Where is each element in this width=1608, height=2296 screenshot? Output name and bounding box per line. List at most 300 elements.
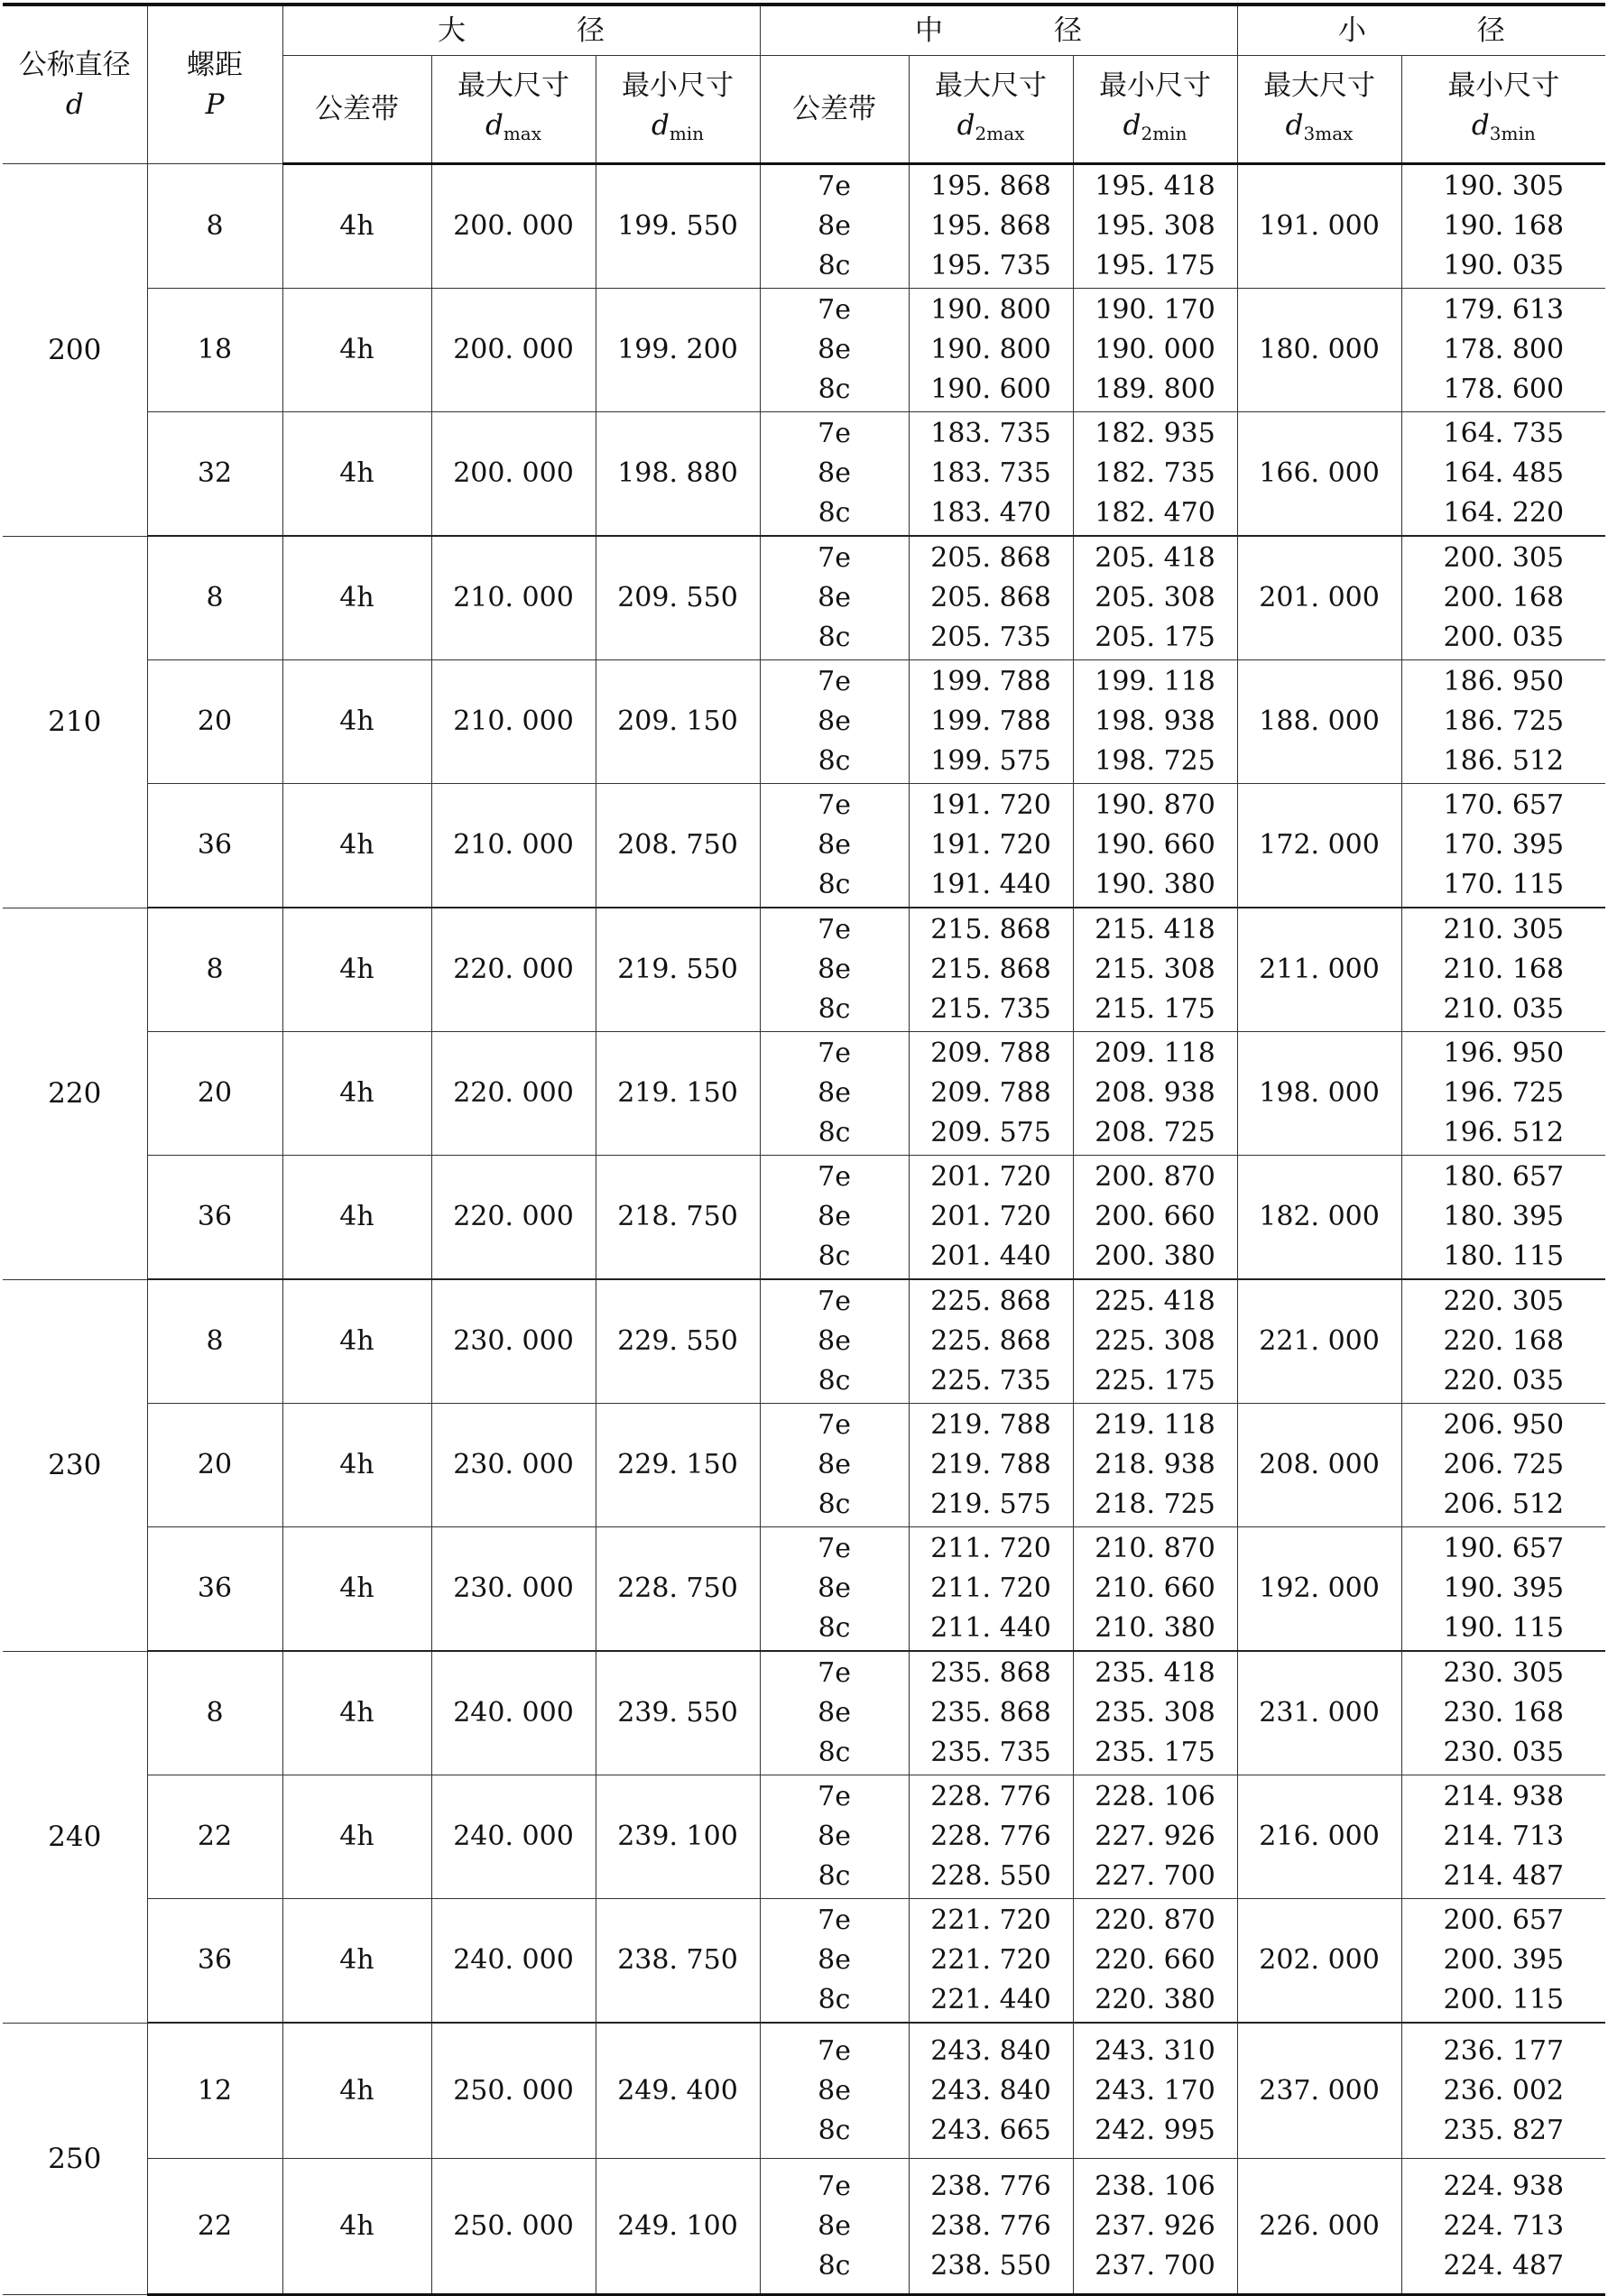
cell-pitch-max-value: 238. 776 <box>930 2209 1051 2242</box>
cell-pitch-tolerance-bands-value: 8e <box>818 457 851 489</box>
header-d3-symbol: d <box>1285 108 1304 142</box>
cell-pitch-tolerance-bands-value: 8c <box>818 497 851 529</box>
cell-pitch-max-value: 219. 788 <box>930 1409 1051 1441</box>
cell-pitch-max-value: 183. 470 <box>930 497 1051 529</box>
cell-minor-min-value: 180. 115 <box>1443 1240 1565 1272</box>
cell-pitch-tolerance-bands-value: 8c <box>818 1365 851 1397</box>
cell-pitch-max-value: 243. 840 <box>930 2034 1051 2067</box>
cell-major-max: 250. 000 <box>431 2159 596 2295</box>
cell-minor-min-value: 196. 725 <box>1443 1077 1565 1109</box>
table-header <box>3 5 1605 164</box>
cell-pitch-min-value: 195. 418 <box>1095 171 1215 202</box>
cell-pitch-tolerance-bands-value: 7e <box>818 1533 851 1564</box>
cell-pitch: 20 <box>147 660 282 784</box>
cell-minor-min-value: 164. 220 <box>1443 497 1565 529</box>
cell-pitch-min <box>1073 164 1237 289</box>
cell-pitch-tolerance-bands-value: 7e <box>818 2034 851 2067</box>
cell-major-min: 239. 550 <box>596 1651 760 1775</box>
header-d2-symbol: d <box>1123 108 1141 142</box>
header-sub-2max: 2max <box>975 122 1025 144</box>
cell-pitch-min-value: 190. 660 <box>1095 829 1215 861</box>
cell-pitch-tolerance-bands-value: 8c <box>818 2249 851 2282</box>
cell-major-max: 240. 000 <box>431 1651 596 1775</box>
cell-pitch-max <box>909 2159 1073 2295</box>
cell-pitch-max <box>909 660 1073 784</box>
cell-minor-min <box>1401 164 1605 289</box>
cell-pitch-tolerance-bands-value: 8e <box>818 210 851 242</box>
cell-pitch-min-value: 200. 660 <box>1095 1201 1215 1232</box>
cell-pitch-min <box>1073 1775 1237 1899</box>
cell-minor-min <box>1401 660 1605 784</box>
cell-pitch-max-value: 191. 440 <box>930 869 1051 900</box>
cell-minor-max: 188. 000 <box>1237 660 1401 784</box>
cell-pitch-max <box>909 908 1073 1032</box>
header-sub-2min: 2min <box>1141 122 1188 144</box>
table-row <box>3 164 1605 289</box>
cell-minor-min-value: 190. 168 <box>1443 210 1565 242</box>
header-minor-min <box>1401 56 1605 164</box>
cell-pitch-max-value: 215. 735 <box>930 993 1051 1025</box>
cell-pitch-tolerance-bands-value: 8c <box>818 1984 851 2015</box>
cell-pitch-tolerance-bands-value: 7e <box>818 294 851 326</box>
header-minor-max <box>1237 56 1401 164</box>
cell-pitch-min-value: 189. 800 <box>1095 373 1215 405</box>
cell-pitch: 8 <box>147 908 282 1032</box>
cell-pitch-min-value: 198. 725 <box>1095 745 1215 777</box>
cell-pitch-max <box>909 2023 1073 2159</box>
table-body <box>3 164 1605 2295</box>
cell-major-tolerance: 4h <box>282 1279 431 1404</box>
cell-major-max: 200. 000 <box>431 289 596 412</box>
cell-major-max: 210. 000 <box>431 536 596 660</box>
table-row <box>3 660 1605 784</box>
cell-minor-min <box>1401 1527 1605 1652</box>
table-row <box>3 1527 1605 1652</box>
cell-pitch-tolerance-bands-value: 8c <box>818 1612 851 1644</box>
header-minor-diameter: 小 径 <box>1237 5 1605 56</box>
cell-minor-min-value: 235. 827 <box>1443 2114 1565 2146</box>
cell-minor-min-value: 220. 168 <box>1443 1325 1565 1357</box>
cell-minor-min-value: 196. 512 <box>1443 1117 1565 1148</box>
cell-pitch-tolerance-bands-value: 8e <box>818 1449 851 1480</box>
cell-minor-max: 198. 000 <box>1237 1032 1401 1156</box>
cell-major-max: 240. 000 <box>431 1899 596 2024</box>
cell-minor-min <box>1401 1156 1605 1280</box>
cell-pitch-tolerance-bands-value: 8e <box>818 334 851 365</box>
cell-pitch-max-value: 243. 665 <box>930 2114 1051 2146</box>
thread-dimension-table-page <box>3 3 1605 2281</box>
cell-pitch-min-value: 190. 000 <box>1095 334 1215 365</box>
header-major-tolerance-band: 公差带 <box>282 56 431 164</box>
cell-minor-min <box>1401 1279 1605 1404</box>
cell-pitch-min-value: 215. 308 <box>1095 954 1215 985</box>
cell-minor-max: 202. 000 <box>1237 1899 1401 2024</box>
cell-minor-min-value: 170. 657 <box>1443 789 1565 821</box>
cell-pitch-max-value: 219. 575 <box>930 1489 1051 1520</box>
cell-pitch-tolerance-bands-value: 8c <box>818 869 851 900</box>
table-row <box>3 1032 1605 1156</box>
cell-minor-min-value: 214. 487 <box>1443 1860 1565 1892</box>
cell-pitch-tolerance-bands <box>760 2159 909 2295</box>
header-nominal-diameter <box>3 5 147 164</box>
header-d3-symbol: d <box>1471 108 1490 142</box>
cell-pitch-min-value: 200. 870 <box>1095 1161 1215 1193</box>
cell-pitch-min-value: 228. 106 <box>1095 1781 1215 1812</box>
cell-minor-max: 182. 000 <box>1237 1156 1401 1280</box>
table-row <box>3 289 1605 412</box>
cell-pitch-min-value: 235. 418 <box>1095 1657 1215 1689</box>
cell-minor-min-value: 200. 305 <box>1443 542 1565 574</box>
cell-pitch-min-value: 215. 418 <box>1095 914 1215 945</box>
cell-pitch-min-value: 220. 870 <box>1095 1904 1215 1936</box>
cell-minor-min-value: 170. 115 <box>1443 869 1565 900</box>
cell-pitch-min-value: 242. 995 <box>1095 2114 1215 2146</box>
cell-minor-min-value: 210. 168 <box>1443 954 1565 985</box>
header-d2-symbol: d <box>956 108 975 142</box>
cell-nominal-diameter: 250 <box>3 2023 147 2295</box>
cell-pitch-min-value: 238. 106 <box>1095 2170 1215 2202</box>
cell-pitch-tolerance-bands-value: 8e <box>818 1821 851 1852</box>
cell-minor-min-value: 179. 613 <box>1443 294 1565 326</box>
cell-pitch-min-value: 205. 418 <box>1095 542 1215 574</box>
cell-minor-max: 216. 000 <box>1237 1775 1401 1899</box>
cell-major-min: 208. 750 <box>596 784 760 908</box>
cell-pitch-min <box>1073 784 1237 908</box>
header-pitch-tolerance-band: 公差带 <box>760 56 909 164</box>
cell-pitch-tolerance-bands-value: 7e <box>818 914 851 945</box>
table-row <box>3 784 1605 908</box>
cell-pitch-min <box>1073 1279 1237 1404</box>
cell-major-tolerance: 4h <box>282 2159 431 2295</box>
cell-minor-min-value: 206. 950 <box>1443 1409 1565 1441</box>
header-major-min <box>596 56 760 164</box>
cell-pitch-tolerance-bands <box>760 1156 909 1280</box>
cell-pitch-max-value: 211. 720 <box>930 1572 1051 1604</box>
cell-major-min: 239. 100 <box>596 1775 760 1899</box>
cell-pitch-max-value: 201. 440 <box>930 1240 1051 1272</box>
cell-pitch-max-value: 209. 788 <box>930 1077 1051 1109</box>
cell-pitch-max-value: 201. 720 <box>930 1201 1051 1232</box>
table-row <box>3 1775 1605 1899</box>
cell-major-tolerance: 4h <box>282 1032 431 1156</box>
cell-pitch-min-value: 227. 926 <box>1095 1821 1215 1852</box>
cell-minor-min-value: 236. 002 <box>1443 2074 1565 2107</box>
cell-pitch-min-value: 205. 308 <box>1095 582 1215 613</box>
cell-major-tolerance: 4h <box>282 2023 431 2159</box>
cell-pitch-tolerance-bands-value: 7e <box>818 1904 851 1936</box>
cell-minor-min-value: 230. 305 <box>1443 1657 1565 1689</box>
cell-pitch: 20 <box>147 1404 282 1527</box>
cell-pitch-max-value: 205. 735 <box>930 622 1051 653</box>
cell-minor-min-value: 190. 657 <box>1443 1533 1565 1564</box>
header-min-label: 最小尺寸 <box>1447 69 1560 102</box>
cell-minor-min-value: 196. 950 <box>1443 1037 1565 1069</box>
cell-minor-min <box>1401 1404 1605 1527</box>
cell-pitch-tolerance-bands-value: 8e <box>818 2209 851 2242</box>
cell-pitch-max-value: 238. 776 <box>930 2170 1051 2202</box>
cell-pitch-tolerance-bands <box>760 784 909 908</box>
cell-nominal-diameter: 220 <box>3 908 147 1279</box>
cell-pitch-max-value: 228. 776 <box>930 1821 1051 1852</box>
cell-pitch: 36 <box>147 1156 282 1280</box>
cell-pitch-max-value: 201. 720 <box>930 1161 1051 1193</box>
cell-pitch-min-value: 190. 380 <box>1095 869 1215 900</box>
cell-pitch-tolerance-bands-value: 8c <box>818 1489 851 1520</box>
cell-pitch-min-value: 210. 870 <box>1095 1533 1215 1564</box>
cell-pitch-min-value: 195. 308 <box>1095 210 1215 242</box>
cell-pitch-max-value: 235. 735 <box>930 1737 1051 1768</box>
cell-pitch-tolerance-bands-value: 8e <box>818 582 851 613</box>
cell-pitch-min <box>1073 536 1237 660</box>
cell-pitch-max <box>909 784 1073 908</box>
cell-major-min: 218. 750 <box>596 1156 760 1280</box>
cell-pitch-min <box>1073 1156 1237 1280</box>
cell-pitch-tolerance-bands <box>760 2023 909 2159</box>
cell-major-max: 220. 000 <box>431 1032 596 1156</box>
cell-major-tolerance: 4h <box>282 164 431 289</box>
cell-pitch: 32 <box>147 412 282 537</box>
cell-pitch-max-value: 219. 788 <box>930 1449 1051 1480</box>
cell-pitch-max <box>909 536 1073 660</box>
table-row <box>3 2023 1605 2159</box>
cell-pitch-tolerance-bands-value: 8e <box>818 829 851 861</box>
cell-pitch-min <box>1073 1527 1237 1652</box>
cell-pitch-tolerance-bands-value: 8e <box>818 1697 851 1729</box>
cell-pitch-min-value: 190. 870 <box>1095 789 1215 821</box>
cell-pitch-tolerance-bands-value: 8e <box>818 1201 851 1232</box>
cell-minor-max: 201. 000 <box>1237 536 1401 660</box>
cell-minor-max: 237. 000 <box>1237 2023 1401 2159</box>
cell-minor-max: 166. 000 <box>1237 412 1401 537</box>
cell-major-min: 219. 150 <box>596 1032 760 1156</box>
cell-pitch-tolerance-bands <box>760 1775 909 1899</box>
cell-pitch-min <box>1073 908 1237 1032</box>
cell-pitch-tolerance-bands <box>760 1404 909 1527</box>
cell-major-min: 219. 550 <box>596 908 760 1032</box>
cell-pitch-min-value: 198. 938 <box>1095 705 1215 737</box>
cell-minor-min <box>1401 2159 1605 2295</box>
cell-pitch-min-value: 237. 700 <box>1095 2249 1215 2282</box>
cell-major-min: 228. 750 <box>596 1527 760 1652</box>
cell-pitch-min-value: 208. 938 <box>1095 1077 1215 1109</box>
cell-pitch-max <box>909 1651 1073 1775</box>
cell-major-min: 199. 550 <box>596 164 760 289</box>
cell-minor-max: 172. 000 <box>1237 784 1401 908</box>
table-row <box>3 1404 1605 1527</box>
cell-pitch-max-value: 191. 720 <box>930 829 1051 861</box>
cell-minor-min-value: 186. 725 <box>1443 705 1565 737</box>
cell-minor-min <box>1401 1032 1605 1156</box>
cell-minor-min-value: 170. 395 <box>1443 829 1565 861</box>
table-row <box>3 1651 1605 1775</box>
cell-pitch-max-value: 205. 868 <box>930 582 1051 613</box>
cell-pitch-min-value: 215. 175 <box>1095 993 1215 1025</box>
cell-pitch: 8 <box>147 1651 282 1775</box>
table-row <box>3 1156 1605 1280</box>
cell-pitch-tolerance-bands-value: 8c <box>818 1117 851 1148</box>
cell-minor-min <box>1401 412 1605 537</box>
cell-pitch-min-value: 243. 170 <box>1095 2074 1215 2107</box>
cell-pitch-min <box>1073 1651 1237 1775</box>
cell-minor-max: 191. 000 <box>1237 164 1401 289</box>
cell-pitch-tolerance-bands-value: 8e <box>818 1944 851 1976</box>
cell-pitch-tolerance-bands-value: 7e <box>818 2170 851 2202</box>
header-nominal-symbol: d <box>65 88 84 121</box>
table-row <box>3 412 1605 537</box>
cell-pitch: 36 <box>147 1899 282 2024</box>
cell-minor-max: 192. 000 <box>1237 1527 1401 1652</box>
cell-minor-min <box>1401 536 1605 660</box>
cell-pitch: 8 <box>147 164 282 289</box>
cell-pitch-max-value: 235. 868 <box>930 1697 1051 1729</box>
cell-minor-max: 208. 000 <box>1237 1404 1401 1527</box>
cell-pitch-min-value: 225. 308 <box>1095 1325 1215 1357</box>
cell-pitch-tolerance-bands-value: 8e <box>818 705 851 737</box>
cell-pitch-min-value: 225. 418 <box>1095 1286 1215 1317</box>
cell-pitch-min-value: 220. 660 <box>1095 1944 1215 1976</box>
cell-minor-min <box>1401 1899 1605 2024</box>
cell-pitch-max-value: 225. 868 <box>930 1286 1051 1317</box>
cell-pitch-max-value: 183. 735 <box>930 457 1051 489</box>
cell-pitch-max-value: 195. 868 <box>930 171 1051 202</box>
cell-minor-min-value: 186. 512 <box>1443 745 1565 777</box>
cell-minor-min-value: 220. 035 <box>1443 1365 1565 1397</box>
cell-minor-min <box>1401 908 1605 1032</box>
header-min-label: 最小尺寸 <box>1099 69 1212 102</box>
cell-pitch-tolerance-bands-value: 7e <box>818 418 851 449</box>
cell-pitch-min-value: 200. 380 <box>1095 1240 1215 1272</box>
cell-pitch-tolerance-bands-value: 7e <box>818 789 851 821</box>
cell-major-min: 249. 400 <box>596 2023 760 2159</box>
cell-pitch-max-value: 215. 868 <box>930 954 1051 985</box>
cell-pitch-min-value: 182. 935 <box>1095 418 1215 449</box>
cell-minor-max: 221. 000 <box>1237 1279 1401 1404</box>
cell-major-min: 199. 200 <box>596 289 760 412</box>
cell-pitch-max-value: 209. 575 <box>930 1117 1051 1148</box>
cell-pitch-max-value: 221. 720 <box>930 1904 1051 1936</box>
cell-major-tolerance: 4h <box>282 1156 431 1280</box>
cell-pitch-max-value: 191. 720 <box>930 789 1051 821</box>
cell-pitch-max <box>909 289 1073 412</box>
cell-pitch-min-value: 210. 660 <box>1095 1572 1215 1604</box>
cell-pitch-min-value: 235. 175 <box>1095 1737 1215 1768</box>
cell-major-max: 240. 000 <box>431 1775 596 1899</box>
cell-pitch-max <box>909 1527 1073 1652</box>
cell-major-tolerance: 4h <box>282 1404 431 1527</box>
cell-major-tolerance: 4h <box>282 1775 431 1899</box>
cell-pitch-tolerance-bands-value: 7e <box>818 666 851 697</box>
cell-nominal-diameter: 240 <box>3 1651 147 2023</box>
cell-major-min: 229. 550 <box>596 1279 760 1404</box>
header-max-label: 最大尺寸 <box>457 69 569 102</box>
cell-pitch-tolerance-bands-value: 8e <box>818 1325 851 1357</box>
cell-minor-min <box>1401 1775 1605 1899</box>
cell-pitch-tolerance-bands-value: 8c <box>818 1860 851 1892</box>
header-min-label: 最小尺寸 <box>622 69 735 102</box>
cell-minor-min <box>1401 1651 1605 1775</box>
header-nominal-label: 公称直径 <box>18 49 131 81</box>
cell-minor-max: 226. 000 <box>1237 2159 1401 2295</box>
header-max-label: 最大尺寸 <box>935 69 1048 102</box>
cell-major-max: 210. 000 <box>431 784 596 908</box>
table-row <box>3 1279 1605 1404</box>
cell-major-max: 230. 000 <box>431 1279 596 1404</box>
cell-pitch-min-value: 199. 118 <box>1095 666 1215 697</box>
cell-minor-min-value: 200. 035 <box>1443 622 1565 653</box>
cell-minor-min-value: 210. 035 <box>1443 993 1565 1025</box>
header-pitch-diameter: 中 径 <box>760 5 1237 56</box>
cell-minor-min-value: 200. 657 <box>1443 1904 1565 1936</box>
cell-pitch: 36 <box>147 784 282 908</box>
cell-pitch-tolerance-bands <box>760 908 909 1032</box>
cell-pitch-min-value: 182. 735 <box>1095 457 1215 489</box>
cell-pitch: 12 <box>147 2023 282 2159</box>
cell-pitch: 8 <box>147 536 282 660</box>
cell-pitch-tolerance-bands-value: 8c <box>818 250 851 281</box>
cell-pitch-max-value: 199. 788 <box>930 666 1051 697</box>
cell-major-max: 230. 000 <box>431 1527 596 1652</box>
cell-pitch-max-value: 199. 788 <box>930 705 1051 737</box>
header-sub-min: min <box>669 122 705 144</box>
cell-pitch-min-value: 218. 938 <box>1095 1449 1215 1480</box>
cell-pitch-tolerance-bands-value: 7e <box>818 1781 851 1812</box>
cell-minor-min-value: 178. 800 <box>1443 334 1565 365</box>
cell-pitch-min-value: 209. 118 <box>1095 1037 1215 1069</box>
cell-pitch-max <box>909 412 1073 537</box>
cell-major-min: 249. 100 <box>596 2159 760 2295</box>
cell-major-max: 220. 000 <box>431 1156 596 1280</box>
cell-pitch-max-value: 183. 735 <box>930 418 1051 449</box>
cell-minor-min <box>1401 289 1605 412</box>
cell-major-tolerance: 4h <box>282 784 431 908</box>
cell-pitch-tolerance-bands-value: 8c <box>818 622 851 653</box>
cell-pitch-max-value: 211. 440 <box>930 1612 1051 1644</box>
cell-minor-min-value: 230. 035 <box>1443 1737 1565 1768</box>
cell-pitch-tolerance-bands-value: 7e <box>818 1286 851 1317</box>
cell-pitch-tolerance-bands-value: 8c <box>818 2114 851 2146</box>
cell-pitch: 22 <box>147 2159 282 2295</box>
cell-major-min: 209. 150 <box>596 660 760 784</box>
cell-pitch-max-value: 238. 550 <box>930 2249 1051 2282</box>
cell-pitch-tolerance-bands-value: 8e <box>818 2074 851 2107</box>
cell-minor-min-value: 180. 657 <box>1443 1161 1565 1193</box>
cell-minor-min-value: 164. 735 <box>1443 418 1565 449</box>
cell-pitch-min-value: 218. 725 <box>1095 1489 1215 1520</box>
cell-pitch-min-value: 243. 310 <box>1095 2034 1215 2067</box>
cell-pitch-min <box>1073 660 1237 784</box>
cell-minor-min-value: 200. 115 <box>1443 1984 1565 2015</box>
cell-major-tolerance: 4h <box>282 412 431 537</box>
cell-major-max: 210. 000 <box>431 660 596 784</box>
cell-major-max: 200. 000 <box>431 412 596 537</box>
cell-pitch-min <box>1073 289 1237 412</box>
cell-pitch-min-value: 237. 926 <box>1095 2209 1215 2242</box>
cell-minor-min-value: 186. 950 <box>1443 666 1565 697</box>
cell-minor-min-value: 224. 938 <box>1443 2170 1565 2202</box>
cell-pitch: 36 <box>147 1527 282 1652</box>
cell-pitch-tolerance-bands-value: 7e <box>818 1657 851 1689</box>
cell-pitch-max <box>909 164 1073 289</box>
cell-pitch-tolerance-bands-value: 7e <box>818 1409 851 1441</box>
cell-pitch-min <box>1073 1032 1237 1156</box>
cell-pitch-tolerance-bands <box>760 1651 909 1775</box>
cell-pitch-max <box>909 1279 1073 1404</box>
header-d-symbol: d <box>651 108 670 142</box>
cell-pitch-max-value: 205. 868 <box>930 542 1051 574</box>
header-pitch <box>147 5 282 164</box>
cell-pitch-min-value: 220. 380 <box>1095 1984 1215 2015</box>
cell-major-tolerance: 4h <box>282 1651 431 1775</box>
